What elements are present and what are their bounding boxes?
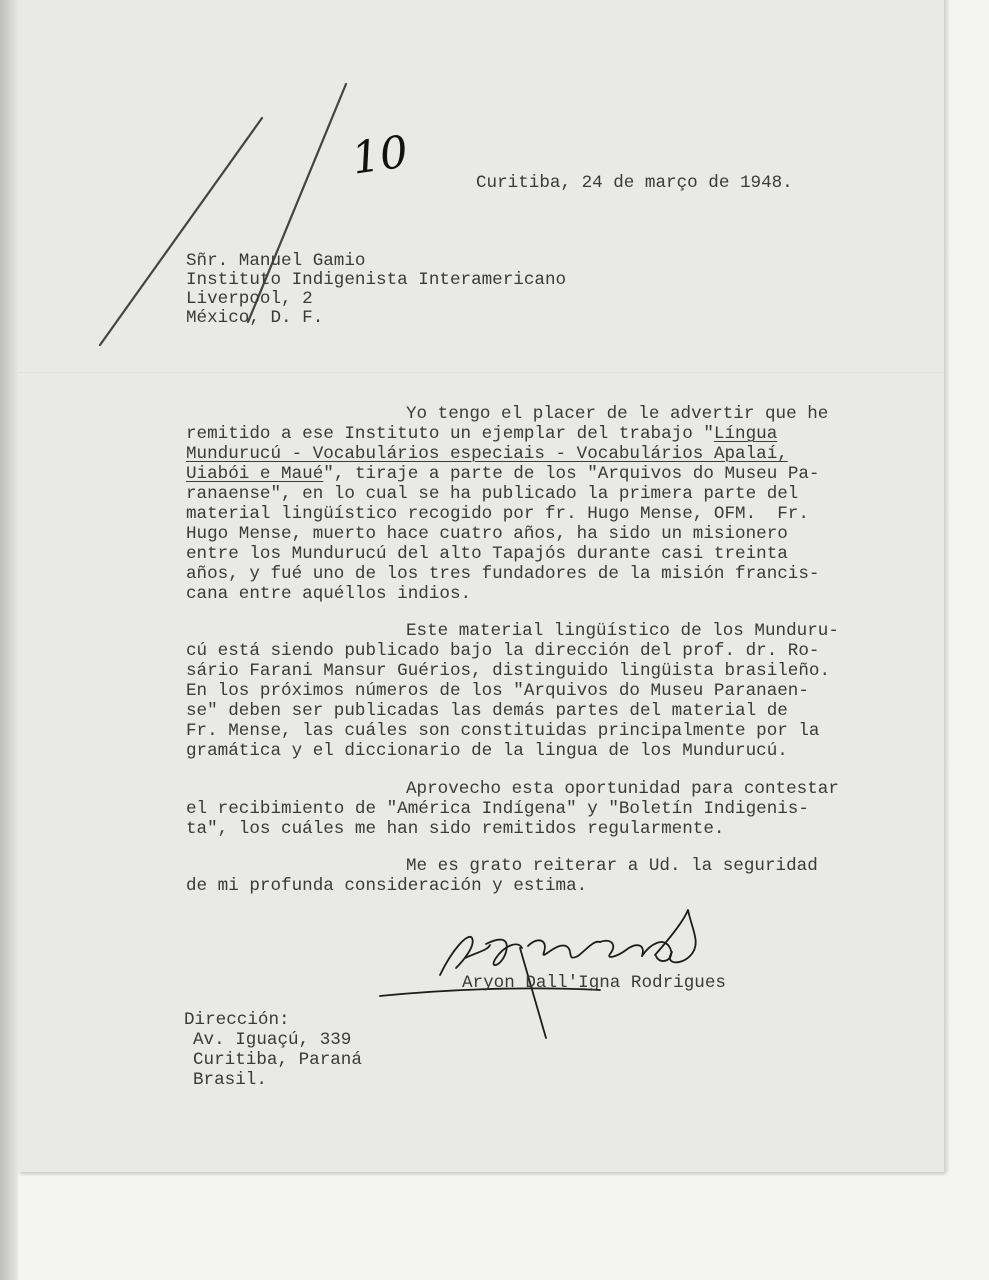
return-address-line: Curitiba, Paraná [193,1050,362,1070]
paragraph-line: entre los Mundurucú del alto Tapajós durante casi treinta [186,544,788,564]
return-address-line: Brasil. [193,1070,267,1090]
paragraph-line: Hugo Mense, muerto hace cuatro años, ha sido un misionero [186,524,788,544]
paragraph-line: años, y fué uno de los tres fundadores de la misión francis- [186,564,820,584]
paragraph-line: ranaense", en lo cual se ha publicado la primera parte del [186,484,799,504]
paragraph-line [186,465,820,484]
signature-name: Aryon Dall'Igna Rodrigues [462,973,726,993]
return-address-line: Av. Iguaçú, 339 [193,1030,352,1050]
return-address-label: Dirección: [184,1010,290,1030]
paragraph-line: material lingüístico recogido por fr. Hugo Mense, OFM. Fr. [186,504,809,524]
paragraph-line: ta", los cuáles me han sido remitidos regularmente. [186,819,725,839]
addressee-line: México, D. F. [186,308,324,328]
paragraph-line: el recibimiento de "América Indígena" y "Boletín Indigenis- [186,799,809,819]
addressee-line: Sñr. Manuel Gamio [186,251,366,271]
addressee-line: Liverpool, 2 [186,289,313,309]
addressee-line: Instituto Indigenista Interamericano [186,270,567,290]
work-title-underlined: Língua [713,424,778,444]
text-run: ", tiraje a parte de los "Arquivos do Museu Pa- [323,464,820,484]
paragraph-line: En los próximos números de los "Arquivos do Museu Paranaen- [186,681,809,701]
paragraph-line: Fr. Mense, las cuáles son constituidas principalmente por la [186,721,820,741]
paragraph-line: de mi profunda consideración y estima. [186,876,588,896]
work-title-underlined: Mundurucú - Vocabulários especiais - Vocabulários Apalaí, [186,444,788,464]
paragraph-line: sário Farani Mansur Guérios, distinguido lingüista brasileño. [186,661,831,681]
handwritten-number: 10 [348,126,412,185]
date-line: Curitiba, 24 de março de 1948. [476,173,793,193]
paragraph-line: cana entre aquéllos indios. [186,584,472,604]
paragraph-line: Aprovecho esta oportunidad para contestar [406,779,839,799]
paragraph-line: Me es grato reiterar a Ud. la seguridad [406,856,818,876]
paragraph-line: Este material lingüístico de los Munduru- [406,621,839,641]
paragraph-line: se" deben ser publicadas las demás partes del material de [186,701,788,721]
paragraph-line [186,425,777,444]
text-run: remitido a ese Instituto un ejemplar del trabajo " [186,424,714,444]
work-title-underlined: Uiabói e Maué [186,464,324,484]
paragraph-line: gramática y el diccionario de la lingua de los Mundurucú. [186,741,788,761]
paragraph-line: Yo tengo el placer de le advertir que he [406,404,829,424]
paragraph-line: cú está siendo publicado bajo la dirección del prof. dr. Ro- [186,641,820,661]
